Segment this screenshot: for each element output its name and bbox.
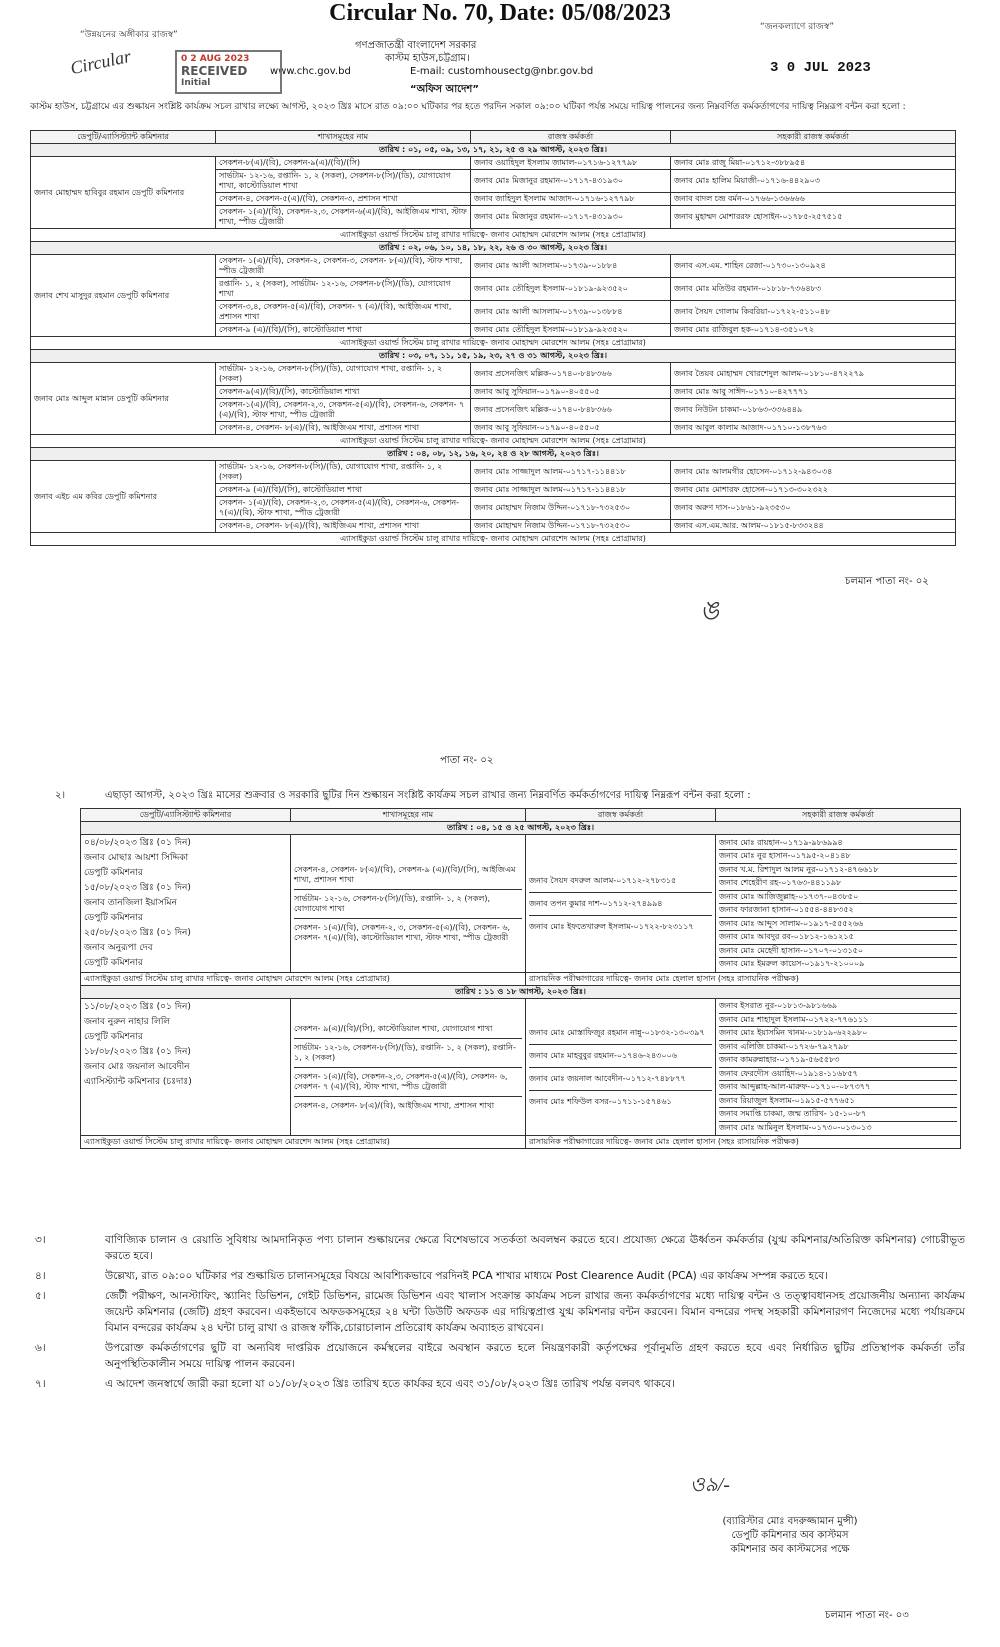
received-label: RECEIVED xyxy=(181,64,248,78)
sections-cell: সেকশন- ১(এ)/(বি), সেকশন-২, সেকশন-৩, সেকশন- ৮(এ)/(বি), স্টাফ শাখা, স্পীড ট্রেজারী xyxy=(216,255,471,278)
motto-right: “জনকল্যাণে রাজস্ব” xyxy=(760,22,834,32)
assistant-officer-entry: জনাব শেহেরীণ রহ-০১৭৬৩-৪৪১১৯৮ xyxy=(719,876,957,890)
commissioner-cell: জনাব এইচ এম কবির ডেপুটি কমিশনার xyxy=(31,461,216,533)
commissioner-line: ডেপুটি কমিশনার xyxy=(84,1032,143,1042)
item-2-number: ২। xyxy=(55,790,66,801)
revenue-officer-cell: জনাব মোঃ মিজানুর রহমান-০১৭১৭-৪৩১৯৩০ xyxy=(471,206,671,229)
section-entry: সার্ভটাম- ১২-১৬, সেকশন-৮(সি)/(ডি), রপ্তানি- ১, ২ (সকল), যোগাযোগ শাখা xyxy=(294,889,522,918)
revenue-officer-cell: জনাব মোঃ সাজ্জাদুল আলম-০১৭১৭-১১৪৪১৮ xyxy=(471,484,671,497)
instruction-text: উপরোক্ত কর্মকর্তাগণের ছুটি বা অন্যবিধ দাপ্তরিক প্রয়োজনে কর্মস্থলের বাইরে অবস্থান করতে হলে নিয়ন্ত্রণকারী কর্তৃপক্ষের পূর্বানুমতি গ্রহণ করতে হবে এবং নির্ধারিত ছুটির প্রতিস্থাপক কর্মকর্তা তাঁর অনুপস্থিতিকালীন সময়ে দায়িত্ব পালন করবেন। xyxy=(105,1342,965,1370)
table-row xyxy=(31,255,956,278)
revenue-officer-cell: জনাব প্রসেনজিৎ মল্লিক-০১৭৪০-৮৪৮৩৬৬ xyxy=(471,363,671,386)
system-duty-cell: এ্যাসাইকুডা ওয়ার্ল্ড সিস্টেম চালু রাখার দায়িত্বে- জনাব মোহাম্মদ মোরশেদ আলম (সহঃ প্রোগ্রামার) xyxy=(31,435,956,448)
instruction-item xyxy=(35,1376,965,1392)
system-duty-row xyxy=(31,533,956,546)
col-header-commissioner: ডেপুটি/এ্যাসিস্ট্যান্ট কমিশনার xyxy=(31,131,216,144)
commissioner-cell: জনাব মোঃ আব্দুল মান্নান ডেপুটি কমিশনার xyxy=(31,363,216,435)
assistant-officer-cell: জনাব বাদল চন্দ্র বর্মন-০১৭৬৬-১৩৬৬৬৬ xyxy=(671,193,956,206)
revenue-officer-entry: জনাব সৈয়দ বদরুল আলম-০১৭১২-২৭৮৩১৫ xyxy=(529,875,677,885)
received-stamp xyxy=(175,50,282,94)
assistant-officer-cell: জনাব মোঃ আলমগীর হোসেন-০১৭১২-৯৪৩০৩৪ xyxy=(671,461,956,484)
assistant-officer-cell xyxy=(716,999,961,1136)
system-duty-cell: এ্যাসাইকুডা ওয়ার্ল্ড সিস্টেম চালু রাখার দায়িত্বে- জনাব মোহাম্মদ মোরশেদ আলম (সহঃ প্রোগ্রামার) xyxy=(81,1136,526,1149)
system-duty-cell: এ্যাসাইকুডা ওয়ার্ল্ড সিস্টেম চালু রাখার দায়িত্বে- জনাব মোহাম্মদ মোরশেদ আলম (সহঃ প্রোগ্রামার) xyxy=(31,337,956,350)
assistant-officer-cell: জনাব তৈয়ব মোহাম্মদ খোরশেদুল আলম-০১৮১০-৪৭২২৭৯ xyxy=(671,363,956,386)
sections-cell: সেকশন-৯(এ)/(বি)/(সি), কাস্টোডিয়াল শাখা xyxy=(216,386,471,399)
sections-cell: সার্ভটাম- ১২-১৬, রপ্তানি- ১, ২ (সকল), সেকশন-৮(সি)/(ডি), যোগাযোগ শাখা, কাস্টোডিয়াল শাখা xyxy=(216,170,471,193)
commissioner-line: ডেপুটি কমিশনার xyxy=(84,913,143,923)
sections-cell: সার্ভটাম- ১২-১৬, সেকশন-৮(সি)/(ডি), যোগাযোগ শাখা, রপ্তানি- ১, ২ (সকল) xyxy=(216,461,471,484)
assistant-officer-entry: জনাব মোঃ ইয়াসমিন খানম-০১৮১৯-৬২২৯৮০ xyxy=(719,1026,957,1040)
assistant-officer-cell: জনাব অরুণ দাস-০১৮৬১-৯২৩৫৩০ xyxy=(671,497,956,520)
date-row xyxy=(31,242,956,255)
revenue-officer-cell xyxy=(526,999,716,1136)
assistant-officer-cell: জনাব এস.এম.আর. আলম-০১৮১৫-৮৩৩২৪৪ xyxy=(671,520,956,533)
assistant-officer-entry: জনাব রিয়াজুল ইসলাম-০১৯১৫-৫৭৭৬৫১ xyxy=(719,1094,957,1108)
date-cell: তারিখ : ১১ ও ১৮ আগস্ট, ২০২৩ খ্রিঃ। xyxy=(81,986,961,999)
sections-cell: সেকশন- ১(এ)/(বি), সেকশন-২,৩, সেকশন-৫(এ)/(বি), সেকশন-৬, সেকশন- ৭(এ)/(বি), স্টাফ শাখা, স্পীড ট্রেজারী xyxy=(216,497,471,520)
assistant-officer-cell: জনাব মোঃ হালিম মিয়াজী-০১৭১৬-৪৪২৯০৩ xyxy=(671,170,956,193)
commissioner-line: জনাব তানজিলা ইয়াসমিন xyxy=(84,898,177,908)
revenue-officer-cell: জনাব মোঃ তৌহিদুল ইসলাম-০১৮১৯-৯২৩৫২০ xyxy=(471,324,671,337)
instruction-text: জেটী পরীক্ষণ, আনস্টাফিং, স্ক্যানিং ডিভিশন, গেইট ডিভিশন, রামেজ ডিভিশন এবং খালাস সংক্রান্ত কার্যক্রম সচল রাখার জন্য কর্মকর্তাগণের মধ্যে দায়িত্ব বন্টন ও তত্ত্বাবধানসহ প্রয়োজনীয় অন্যান্য কার্যক্রম জয়েন্ট কমিশনার (জেটি) গ্রহণ করবেন। একইভাবে অফডকসমূহের ২৪ ঘন্টা ডিউটি অফডক এর দায়িত্বপ্রাপ্ত যুগ্ম কমিশনার বন্টন করবেন। বিমান বন্দরের পদস্থ সহকারী কমিশনারগণ নিজেদের মধ্যে পর্যায়ক্রমে বিমান বন্দরের কার্যক্রম ২৪ ঘন্টা চালু রাখা ও রাজস্ব ফাঁকি,চোরাচালান প্রতিরোধ কার্যক্রম অব্যাহত রাখবেন। xyxy=(105,1290,965,1334)
col-header-assistant-officer: সহকারী রাজস্ব কর্মকর্তা xyxy=(671,131,956,144)
commissioner-line: এ্যাসিস্ট্যান্ট কমিশনার (চঃদাঃ) xyxy=(84,1077,192,1087)
revenue-officer-cell: জনাব মোঃ মিজানুর রহমান-০১৭১৭-৪৩১৯৩০ xyxy=(471,170,671,193)
table-row xyxy=(81,835,961,973)
motto-left: “উন্নয়নের অঙ্গীকার রাজস্ব” xyxy=(80,30,178,40)
system-duty-row xyxy=(31,229,956,242)
instruction-number: ৬। xyxy=(35,1342,46,1354)
system-duty-row xyxy=(81,1136,961,1149)
assistant-officer-entry: জনাব ইসরাত নুর-০১৮১৩-৯৮১৬৬৯ xyxy=(719,1001,838,1010)
section-entry: সার্ভটাম- ১২-১৬, সেকশন-৮(সি)/(ডি), রপ্তানি- ১, ২ (সকল), রপ্তানি- ১, ২ (সকল) xyxy=(294,1038,522,1067)
assistant-officer-entry: জনাব মোঃ আজিজুল্লাহ-০১৭৩৭-০৪৩৮৫০ xyxy=(719,890,957,904)
commissioner-line: ২৫/০৮/২০২৩ খ্রিঃ (০১ দিন) xyxy=(84,928,191,938)
date-row xyxy=(31,448,956,461)
signature-mark: ও৯/- xyxy=(690,1474,730,1496)
duty-table-night xyxy=(30,130,956,546)
assistant-officer-cell: জনাব মোঃ মোশারফ হোসেন-০১৭১৩-৩০২৩২২ xyxy=(671,484,956,497)
office-order-label: “অফিস আদেশ” xyxy=(410,84,479,95)
table-row xyxy=(31,363,956,386)
sections-cell: সেকশন- ১(এ)/(বি), সেকশন-২,৩, সেকশন-৬(এ)/(বি), আইজিএম শাখা, স্টাফ শাখা, স্পীড ট্রেজারী xyxy=(216,206,471,229)
section-entry: সেকশন- ১(এ)/(বি), সেকশন-২,৩, সেকশন-৫(এ)/(বি), সেকশন- ৬, সেকশন- ৭ (এ)/(বি), স্টাফ শাখা, স্পীড ট্রেজারী xyxy=(294,1067,522,1096)
instruction-item xyxy=(35,1340,965,1372)
assistant-officer-cell: জনাব মোঃ আবু সাঈদ-০১৭১০-৪২৭৭৭১ xyxy=(671,386,956,399)
revenue-officer-entry: জনাব মোঃ শফিউল বসর-০১৭১১-১৫৭৪৬১ xyxy=(529,1090,712,1113)
date-row xyxy=(31,350,956,363)
sections-cell: সেকশন-১(এ)/(বি), সেকশন-২,৩, সেকশন-৫(এ)/(বি), সেকশন-৬, সেকশন- ৭ (এ)/(বি), স্টাফ শাখা, স্পীড ট্রেজারী xyxy=(216,399,471,422)
instruction-number: ৭। xyxy=(35,1378,46,1390)
date-row xyxy=(31,144,956,157)
system-duty-row xyxy=(81,973,961,986)
date-cell: তারিখ : ০৪, ১৫ ও ২৫ আগস্ট, ২০২৩ খ্রিঃ। xyxy=(81,822,961,835)
system-duty-cell: এ্যাসাইকুডা ওয়ার্ল্ড সিস্টেম চালু রাখার দায়িত্বে- জনাব মোহাম্মদ মোরশেদ আলম (সহঃ প্রোগ্রামার) xyxy=(81,973,526,986)
commissioner-line: জনাব অনুরূপা দেব xyxy=(84,943,153,953)
commissioner-cell: জনাব শেখ মাসুদুর রহমান ডেপুটি কমিশনার xyxy=(31,255,216,337)
signatory-title: ডেপুটি কমিশনার অব কাস্টমস xyxy=(731,1530,849,1541)
revenue-officer-cell: জনাব মোহাম্মদ নিজাম উদ্দিন-০১৭১৮-৭৩২৫৩০ xyxy=(471,497,671,520)
government-name: গণপ্রজাতন্ত্রী বাংলাদেশ সরকার xyxy=(355,40,477,51)
page-number-2: পাতা নং- ০২ xyxy=(440,755,494,766)
date-cell: তারিখ : ০৪, ০৮, ১২, ১৬, ২০, ২৪ ও ২৮ আগস্ট, ২০২৩ খ্রিঃ। xyxy=(31,448,956,461)
instruction-number: ৪। xyxy=(35,1270,46,1282)
instruction-text: উল্লেখ্য, রাত ০৯:০০ ঘটিকার পর শুল্কায়িত চালানসমূহের বিষয়ে আবশ্যিকভাবে পরদিনই PCA শাখার মাধ্যমে Post Clearence Audit (PCA) এর কার্যক্রম সম্পন্ন করতে হবে। xyxy=(105,1270,828,1282)
revenue-officer-cell: জনাব আবু সুফিয়ান-০১৭৯০-৪০৫৫০৫ xyxy=(471,386,671,399)
assistant-officer-cell: জনাব মোঃ রাজিবুল হক-০১৭১৪-৩৫১০৭২ xyxy=(671,324,956,337)
assistant-officer-cell: জনাব নিউটন চাকমা-০১৮৬৩-৩৩৬৪৪৯ xyxy=(671,399,956,422)
date-cell: তারিখ : ০২, ০৬, ১০, ১৪, ১৮, ২২, ২৬ ও ৩০ আগস্ট, ২০২৩ খ্রিঃ। xyxy=(31,242,956,255)
revenue-officer-entry: জনাব মোঃ ইফতেখারুল ইসলাম-০১৭২২-৮২৩১১৭ xyxy=(529,915,712,938)
table-row xyxy=(81,999,961,1136)
intro-paragraph: কাস্টম হাউস, চট্টগ্রামে এর শুল্কায়ন সংশ্লিষ্ট কার্যক্রম সচল রাখার লক্ষ্যে আগস্ট, ২০২৩ খ্রিঃ মাসে রাত ০৯:০০ ঘটিকার পর হতে পরদিন সকাল ০৯:০০ ঘটিকা পর্যন্ত সময়ে দায়িত্ব পালনের জন্য নিম্নবর্ণিত কর্মকর্তাগণের দায়িত্ব নিম্নরূপ বন্টন করা হলো : xyxy=(30,102,906,112)
revenue-officer-cell: জনাব মোহাম্মদ নিজাম উদ্দিন-০১৭১৮-৭৩২৫৩০ xyxy=(471,520,671,533)
commissioner-line: ডেপুটি কমিশনার xyxy=(84,958,143,968)
signatory-name: (ব্যারিস্টার মোঃ বদরুজ্জামান মুন্সী) xyxy=(722,1516,858,1527)
table-header-row xyxy=(31,131,956,144)
section-entry: সেকশন- ৯(এ)/(বি)/(সি), কাস্টোডিয়াল শাখা, যোগাযোগ শাখা xyxy=(294,1023,493,1033)
revenue-officer-cell: জনাব প্রসেনজিৎ মল্লিক-০১৭৪০-৮৪৮৩৬৬ xyxy=(471,399,671,422)
commissioner-line: ডেপুটি কমিশনার xyxy=(84,868,143,878)
section-entry: সেকশন-৪, সেকশন- ৮(এ)/(বি), সেকশন-৯ (এ)/(বি)/(সি), আইজিএম শাখা, প্রশাসন শাখা xyxy=(294,864,516,884)
section-entry: সেকশন- ১(এ)/(বি), সেকশন-২, ৩, সেকশন-৫(এ)/(বি), সেকশন- ৬, সেকশন- ৭(এ)/(বি), কাস্টোডিয়াল শাখা, স্টাফ শাখা, স্পীড ট্রেজারী xyxy=(294,918,522,947)
assistant-officer-entry: জনাব ফেরদৌস ওয়াহিদ-০১৯১৪-১১৬৮৫৭ xyxy=(719,1067,957,1081)
date-cell: তারিখ : ০১, ০৫, ০৯, ১৩, ১৭, ২১, ২৫ ও ২৯ আগস্ট, ২০২৩ খ্রিঃ। xyxy=(31,144,956,157)
instruction-item xyxy=(35,1268,965,1284)
assistant-officer-entry: জনাব এলিজি চাকমা-০১৭২৬-৭৯২৭৯৮ xyxy=(719,1040,957,1054)
col-header-assistant-officer: সহকারী রাজস্ব কর্মকর্তা xyxy=(716,809,961,822)
commissioner-line: ০৪/০৮/২০২৩ খ্রিঃ (০১ দিন) xyxy=(84,838,191,848)
col-header-commissioner: ডেপুটি/এ্যাসিস্ট্যান্ট কমিশনার xyxy=(81,809,291,822)
date-stamp: 3 0 JUL 2023 xyxy=(770,60,871,76)
commissioner-line: জনাব মোঃ জয়নাল আবেদীন xyxy=(84,1062,190,1072)
assistant-officer-entry: জনাব মোঃ শাহাদুল ইসলাম-০১৭২২-৭৭৬১১১ xyxy=(719,1013,957,1027)
signatory-on-behalf: কমিশনার অব কাস্টমসের পক্ষে xyxy=(730,1544,850,1555)
assistant-officer-entry: জনাব মোঃ আবদুর রব-০১৮১২-১৬১২১৫ xyxy=(719,930,957,944)
date-row xyxy=(81,986,961,999)
revenue-officer-cell xyxy=(526,835,716,973)
instruction-text: বাণিজ্যিক চালান ও রেয়াতি সুবিধায় আমদানিকৃত পণ্য চালান শুল্কায়নের ক্ষেত্রে বিশেষভাবে সতর্কতা অবলম্বন করতে হবে। প্রযোজ্য ক্ষেত্রে ঊর্ধ্বতন কর্মকর্তার (যুগ্ম কমিশনার/অতিরিক্ত কমিশনার) গোচরীভূত করতে হবে। xyxy=(105,1234,965,1262)
sections-cell: সেকশন-৪, সেকশন- ৮(এ)/(বি), আইজিএম শাখা, প্রশাসন শাখা xyxy=(216,520,471,533)
assistant-officer-cell xyxy=(716,835,961,973)
col-header-revenue-officer: রাজস্ব কর্মকর্তা xyxy=(526,809,716,822)
sections-cell: সেকশন-৯ (এ)/(বি)/(সি), কাস্টোডিয়াল শাখা xyxy=(216,484,471,497)
sections-cell: সার্ভটাম- ১২-১৬, সেকশন-৮(সি)/(ডি), যোগাযোগ শাখা, রপ্তানি- ১, ২ (সকল) xyxy=(216,363,471,386)
instruction-item xyxy=(35,1288,965,1336)
circular-title: Circular No. 70, Date: 05/08/2023 xyxy=(329,0,671,26)
assistant-officer-cell: জনাব আবুল কালাম আজাদ-০১৭১০-১৩৮৭৬৩ xyxy=(671,422,956,435)
sections-cell xyxy=(291,835,526,973)
commissioner-cell xyxy=(81,999,291,1136)
chemical-lab-duty-cell: রাসায়নিক পরীক্ষাগারের দায়িত্বে- জনাব মোঃ হেলাল হাসান (সহঃ রাসায়নিক পরীক্ষক) xyxy=(526,1136,961,1149)
table-row xyxy=(31,461,956,484)
commissioner-line: ১৫/০৮/২০২৩ খ্রিঃ (০১ দিন) xyxy=(84,883,191,893)
assistant-officer-entry: জনাব সমাপ্তি চাকমা, জন্ম তারিখ- ১৫-১০-৮৭ xyxy=(719,1107,957,1121)
col-header-sections: শাখাসমূহের নাম xyxy=(216,131,471,144)
instruction-paragraphs xyxy=(35,1232,965,1396)
revenue-officer-cell: জনাব মোঃ আলী আসলাম-০১৭৩৯-০১৩৮৮৪ xyxy=(471,301,671,324)
assistant-officer-entry: জনাব কামরুন্নাহার-০১৭১৯-৫৬৫৫৮৩ xyxy=(719,1053,957,1067)
handwritten-note: Circular xyxy=(68,45,133,79)
assistant-officer-entry: জনাব মোঃ মেহেদী হাসান-০১৭০৭-০১৩১৫০ xyxy=(719,944,957,958)
assistant-officer-entry: জনাব মোঃ নুর হাসান-০১৭৯৫-২০৪১৪৮ xyxy=(719,849,957,863)
sections-cell: সেকশন-৪, সেকশন-৫(এ)/(বি), সেকশন-৩, প্রশাসন শাখা xyxy=(216,193,471,206)
office-name: কাস্টম হাউস,চট্টগ্রাম। xyxy=(385,53,470,64)
duty-table-holidays xyxy=(80,808,961,1149)
received-date: 0 2 AUG 2023 xyxy=(181,54,250,64)
system-duty-cell: এ্যাসাইকুডা ওয়ার্ল্ড সিস্টেম চালু রাখার দায়িত্বে- জনাব মোহাম্মদ মোরশেদ আলম (সহঃ প্রোগ্রামার) xyxy=(31,229,956,242)
sections-cell: রপ্তানি- ১, ২ (সকল), সার্ভটাম- ১২-১৬, সেকশন-৮(সি)/(ডি), যোগাযোগ শাখা xyxy=(216,278,471,301)
instruction-text: এ আদেশ জনস্বার্থে জারী করা হলো যা ০১/০৮/২০২৩ খ্রিঃ তারিখ হতে কার্যকর হবে এবং ৩১/০৮/২০২৩ খ্রিঃ তারিখ পর্যন্ত বলবৎ থাকবে। xyxy=(105,1378,675,1390)
chemical-lab-duty-cell: রাসায়নিক পরীক্ষাগারের দায়িত্বে- জনাব মোঃ হেলাল হাসান (সহঃ রাসায়নিক পরীক্ষক) xyxy=(526,973,961,986)
section-entry: সেকশন-৪, সেকশন- ৮(এ)/(বি), আইজিএম শাখা, প্রশাসন শাখা xyxy=(294,1096,522,1115)
signature-block xyxy=(640,1515,940,1557)
assistant-officer-cell: জনাব সৈয়দ গোলাম কিবরিয়া-০১৭২২-৫১১০৪৮ xyxy=(671,301,956,324)
assistant-officer-cell: জনাব মোঃ মতিউর রহমান-০১৮১৮-৭৩৬৪৮৩ xyxy=(671,278,956,301)
received-initial: Initial xyxy=(181,78,211,88)
assistant-officer-cell: জনাব এস.এম. শাহিন রেজা-০১৭৩০-১৩০৯২৪ xyxy=(671,255,956,278)
email-address: E-mail: customhousectg@nbr.gov.bd xyxy=(410,66,594,77)
commissioner-line: জনাব নুরুন নাহার লিলি xyxy=(84,1017,171,1027)
sections-cell: সেকশন-৪, সেকশন- ৮(এ)/(বি), আইজিএম শাখা, প্রশাসন শাখা xyxy=(216,422,471,435)
commissioner-line: ১৮/০৮/২০২৩ খ্রিঃ (০১ দিন) xyxy=(84,1047,191,1057)
revenue-officer-entry: জনাব মোঃ মোস্তাফিজুর রহমান নান্নু-০১৮৩২-১৩০৩৯৭ xyxy=(529,1027,705,1037)
assistant-officer-entry: জনাব মোঃ রায়হান-০১৭১৯-৯৮৬৯৯৪ xyxy=(719,837,843,847)
revenue-officer-cell: জনাব ওয়াহিদুল ইসলাম জামাল-০১৭১৬-১২৭৭৯৮ xyxy=(471,157,671,170)
commissioner-line: ১১/০৮/২০২৩ খ্রিঃ (০১ দিন) xyxy=(84,1002,191,1012)
commissioner-cell xyxy=(81,835,291,973)
assistant-officer-entry: জনাব মোঃ আব্দুস সালাম-০১৯১৭-৫৫৫২৬৬ xyxy=(719,917,957,931)
assistant-officer-entry: জনাব ফারজানা হাসান-০১৫৫৪-৪৪৮৩৫২ xyxy=(719,903,957,917)
assistant-officer-entry: জনাব আব্দুল্লাহ-আল-মারুফ-০১৭১০-০৮৭৩৭৭ xyxy=(719,1080,957,1094)
revenue-officer-cell: জনাব আবু সুফিয়ান-০১৭৯০-৪০৫৫০৫ xyxy=(471,422,671,435)
revenue-officer-entry: জনাব মোঃ মাহবুবুর রহমান-০১৭৪৬-২৪৩০০৬ xyxy=(529,1044,712,1067)
col-header-revenue-officer: রাজস্ব কর্মকর্তা xyxy=(471,131,671,144)
revenue-officer-entry: জনাব মোঃ জয়নাল আবেদীন-০১৭১২-৭৪৮৮৭৭ xyxy=(529,1067,712,1090)
continued-page-note: চলমান পাতা নং- ০২ xyxy=(845,576,929,587)
assistant-officer-entry: জনাব মোঃ আমিনুল ইসলাম-০১৭৩০-০১৩০১৩ xyxy=(719,1121,957,1135)
revenue-officer-cell: জনাব মোঃ আলী আসলাম-০১৭৩৯-০১৮৮৪ xyxy=(471,255,671,278)
page-mark: ঙ xyxy=(700,596,720,625)
commissioner-cell: জনাব মোহাম্মদ হাবিবুর রহমান ডেপুটি কমিশনার xyxy=(31,157,216,229)
col-header-sections: শাখাসমূহের নাম xyxy=(291,809,526,822)
revenue-officer-cell: জনাব জাহিদুল ইসলাম আজাদ-০১৭১৬-১২৭৭৯৮ xyxy=(471,193,671,206)
revenue-officer-entry: জনাব তপন কুমার দাশ-০১৭১২-২৭৪৯৯৪ xyxy=(529,892,712,915)
item-2-text: এছাড়া আগস্ট, ২০২৩ খ্রিঃ মাসের শুক্রবার ও সরকারি ছুটির দিন শুল্কায়ন সংশ্লিষ্ট কার্যক্রম সচল রাখার জন্য নিম্নবর্ণিত কর্মকর্তাগণের দায়িত্ব নিম্নরূপ বন্টন করা হলো : xyxy=(105,790,751,801)
system-duty-row xyxy=(31,337,956,350)
instruction-number: ৫। xyxy=(35,1290,46,1302)
assistant-officer-cell: জনাব মুহাম্মদ মোশাররফ হোসাইন-০১৭৮৫-২৫৭৫১৫ xyxy=(671,206,956,229)
sections-cell: সেকশন-৩,৪, সেকশন-৫(এ)/(বি), সেকশন- ৭ (এ)/(বি), আইজিএম শাখা, প্রশাসন শাখা xyxy=(216,301,471,324)
continued-page-note: চলমান পাতা নং- ০৩ xyxy=(825,1610,909,1621)
revenue-officer-cell: জনাব মোঃ তৌহিদুল ইসলাম-০১৮১৯-৯২৩৫২০ xyxy=(471,278,671,301)
system-duty-cell: এ্যাসাইকুডা ওয়ার্ল্ড সিস্টেম চালু রাখার দায়িত্বে- জনাব মোহাম্মদ মোরশেদ আলম (সহঃ প্রোগ্রামার) xyxy=(31,533,956,546)
assistant-officer-entry: জনাব মোঃ ইমরুল কায়েস-০১৯১৭-২১০০০৯ xyxy=(719,957,957,971)
website: www.chc.gov.bd xyxy=(270,66,351,77)
assistant-officer-cell: জনাব মোঃ রাজু মিয়া-০১৭১২-৩৮৮৯৫৪ xyxy=(671,157,956,170)
sections-cell: সেকশন-৯ (এ)/(বি)/(সি), কাস্টোডিয়াল শাখা xyxy=(216,324,471,337)
system-duty-row xyxy=(31,435,956,448)
sections-cell xyxy=(291,999,526,1136)
sections-cell: সেকশন-৮(এ)/(বি), সেকশন-৯(এ)/(বি)/(সি) xyxy=(216,157,471,170)
table-header-row xyxy=(81,809,961,822)
revenue-officer-cell: জনাব মোঃ সাজ্জাদুল আলম-০১৭১৭-১১৪৪১৮ xyxy=(471,461,671,484)
date-row xyxy=(81,822,961,835)
instruction-item xyxy=(35,1232,965,1264)
assistant-officer-entry: জনাব খ.ম. রিশাদুল আলম নুর-০১৭১২-৪৭৬৬১৮ xyxy=(719,863,957,877)
commissioner-line: জনাব মোছাঃ আয়শা সিদ্দিকা xyxy=(84,853,189,863)
instruction-number: ৩। xyxy=(35,1234,46,1246)
date-cell: তারিখ : ০৩, ০৭, ১১, ১৫, ১৯, ২৩, ২৭ ও ৩১ আগস্ট, ২০২৩ খ্রিঃ। xyxy=(31,350,956,363)
table-row xyxy=(31,157,956,170)
